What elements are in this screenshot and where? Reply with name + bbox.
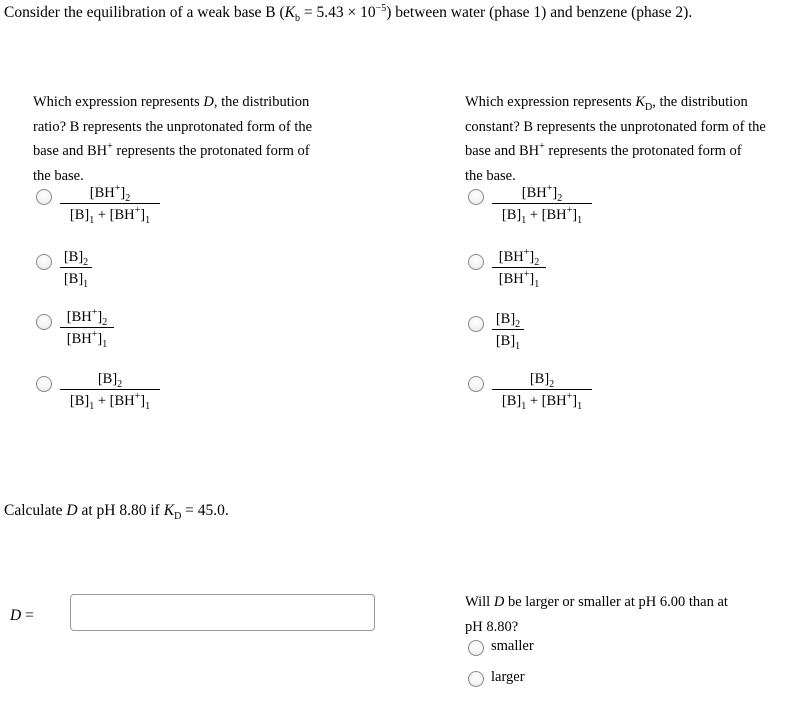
left-option-3-fraction: $[BH^+]_2$ $[BH^+]_1$ — [60, 308, 114, 348]
right-option-4-fraction: $[B]_2$ $[B]_1 + [BH^+]_1$ — [492, 370, 592, 410]
left-option-2-radio[interactable] — [36, 254, 52, 270]
right-option-3-radio[interactable] — [468, 316, 484, 332]
right-option-2-radio[interactable] — [468, 254, 484, 270]
question-distribution-ratio: Which expression represents D, the distribution ratio? B represents the unprotonated form of the base and BH+ represents the protonated form of the base. — [33, 94, 313, 184]
right-option-2-fraction: $[BH^+]_2$ $[BH^+]_1$ — [492, 248, 546, 288]
right-option-1-fraction: $[BH^+]_2$ $[B]_1 + [BH^+]_1$ — [492, 184, 592, 224]
larger-smaller-question: Will D be larger or smaller at pH 6.00 than at pH 8.80? — [465, 594, 728, 635]
left-option-4-radio[interactable] — [36, 376, 52, 392]
answer-input[interactable] — [70, 594, 375, 631]
right-option-1-radio[interactable] — [468, 189, 484, 205]
left-option-4-fraction: $[B]_2$ $[B]_1 + [BH^+]_1$ — [60, 370, 160, 410]
problem-statement: Consider the equilibration of a weak base B $(K_b = 5.43 \times 10^{-5})$ between water (phase 1) and benzene (phase 2). — [4, 2, 693, 25]
left-option-3-radio[interactable] — [36, 314, 52, 330]
smaller-option-label[interactable]: smaller — [491, 638, 534, 654]
larger-option-radio[interactable] — [468, 671, 484, 687]
larger-option-label[interactable]: larger — [491, 669, 525, 685]
smaller-option-radio[interactable] — [468, 640, 484, 656]
calculate-prompt: Calculate D at pH 8.80 if $K_D = 45.0$. — [4, 502, 229, 523]
left-option-1-fraction: $[BH^+]_2$ $[B]_1 + [BH^+]_1$ — [60, 184, 160, 224]
left-option-1-radio[interactable] — [36, 189, 52, 205]
right-option-4-radio[interactable] — [468, 376, 484, 392]
answer-label: D = — [10, 607, 34, 624]
right-option-3-fraction: $[B]_2$ $[B]_1$ — [492, 310, 524, 350]
question-distribution-constant: Which expression represents $K_D$, the distribution constant? B represents the unprotonated form of the base and BH+ represents the protonated form of the base. — [465, 94, 766, 184]
left-option-2-fraction: $[B]_2$ $[B]_1$ — [60, 248, 92, 288]
